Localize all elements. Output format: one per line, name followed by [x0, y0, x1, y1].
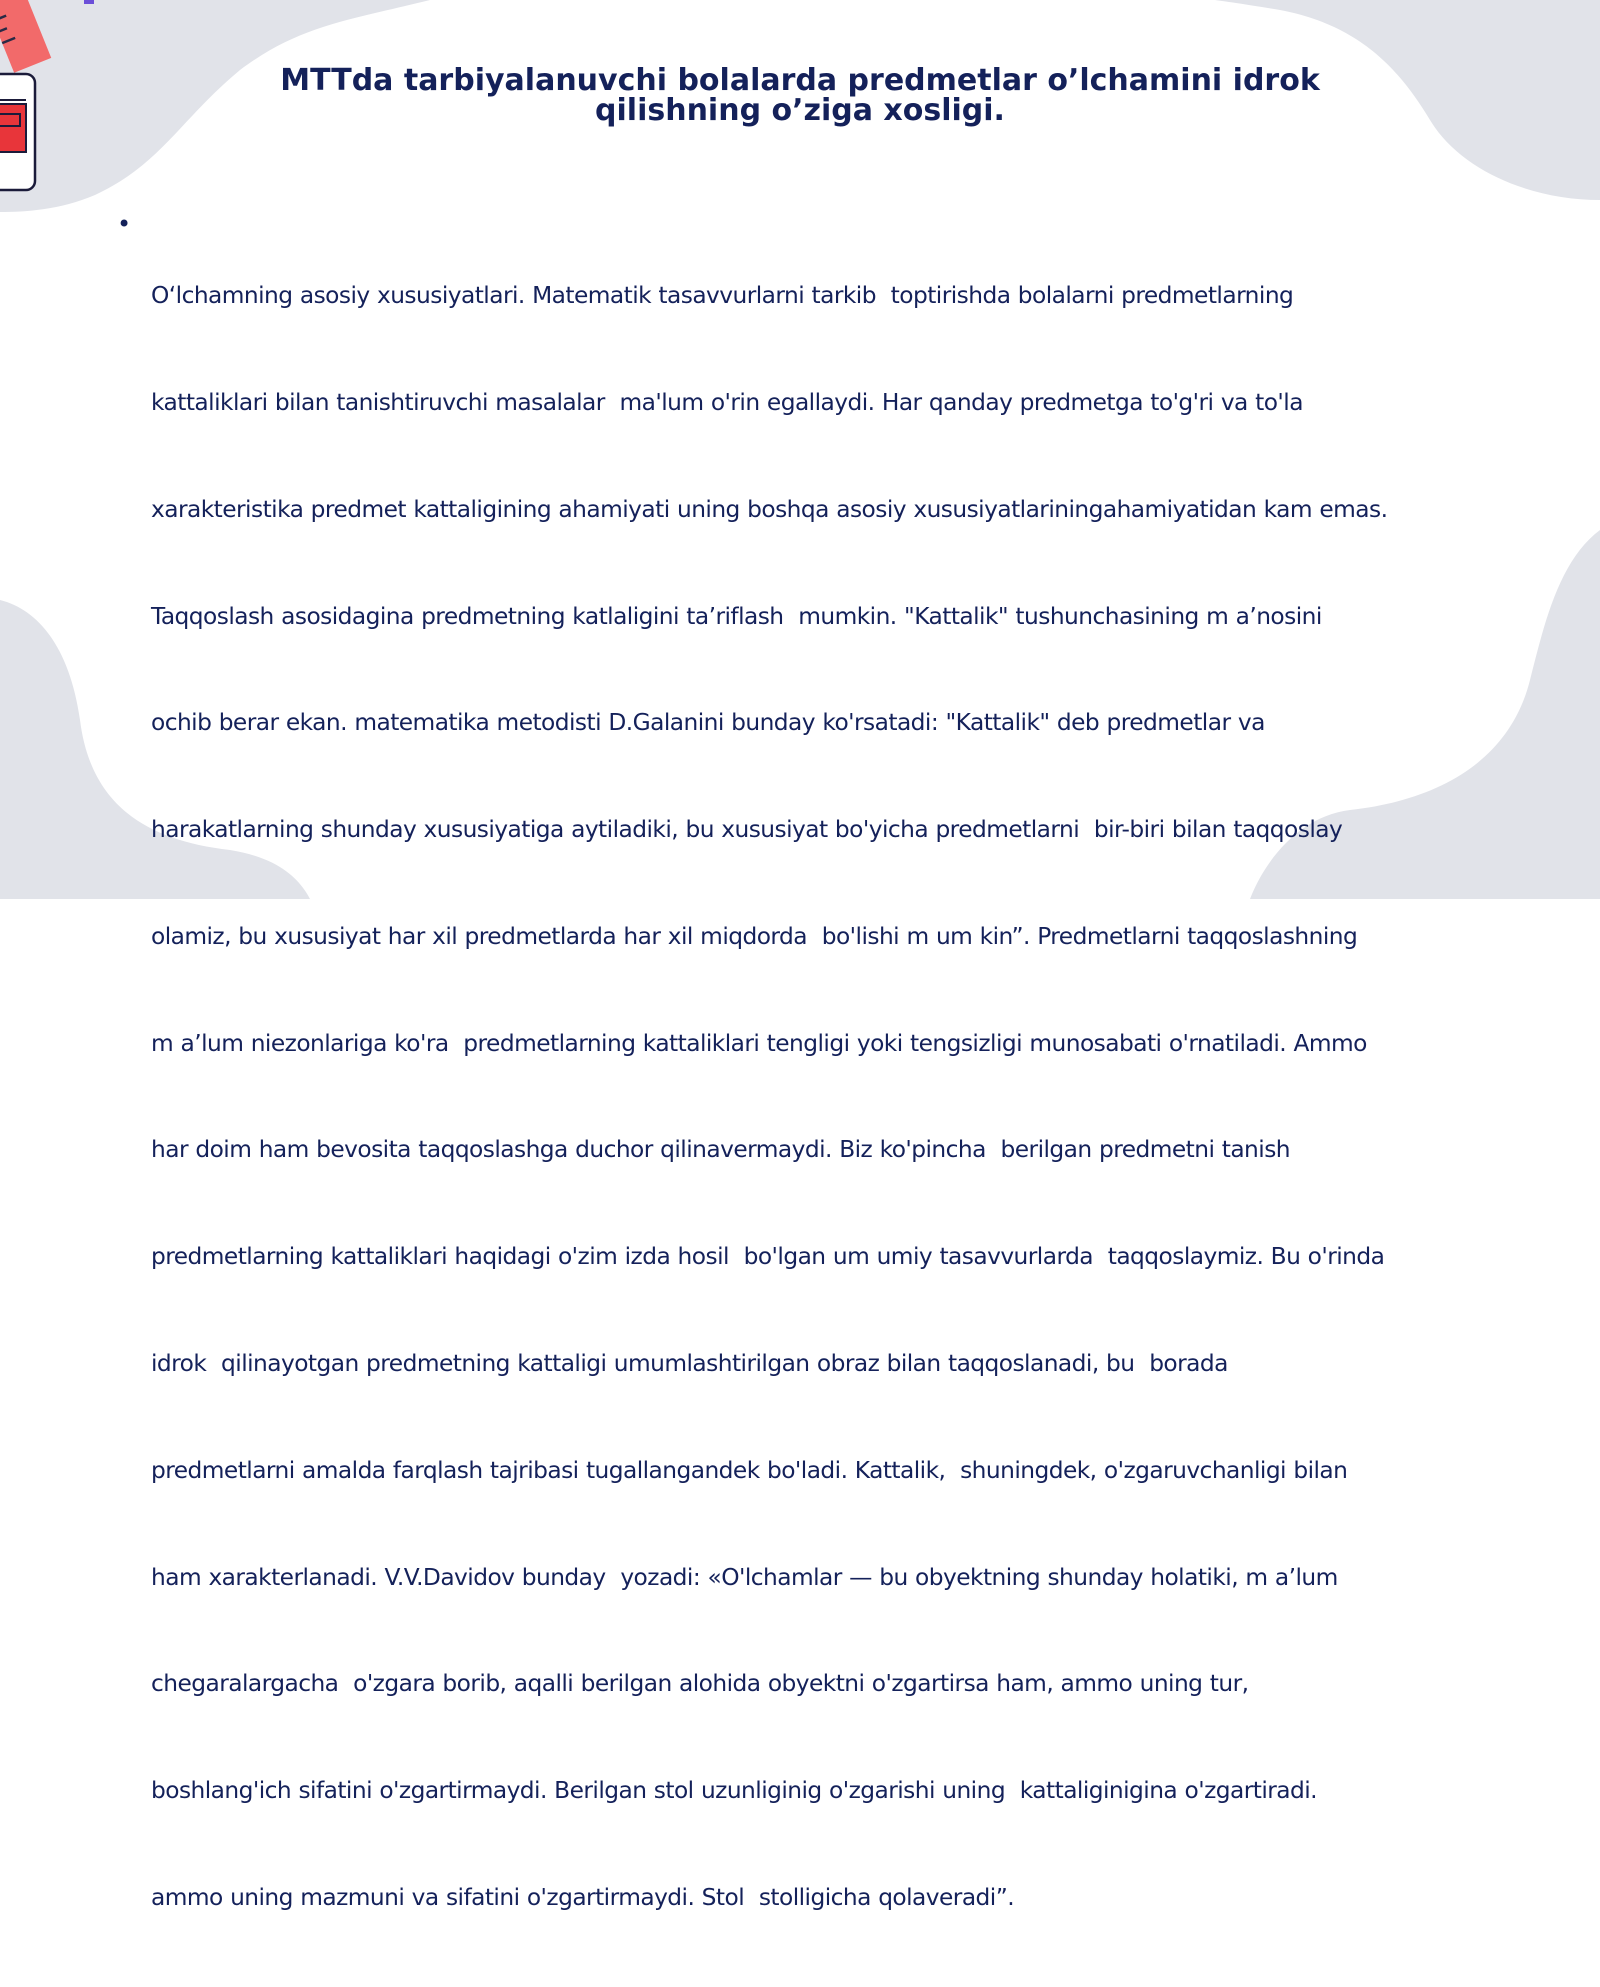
paragraph-line: predmetlarning kattaliklari haqidagi o'zim izda hosil bo'lgan um umiy tasavvurlarda taqqoslaymiz. Bu o'rinda — [151, 1243, 1385, 1271]
paragraph-line: boshlang'ich sifatini o'zgartirmaydi. Berilgan stol uzunliginig o'zgarishi uning kattaliginigina o'zgartiradi. — [151, 1777, 1318, 1805]
paragraph-line: ochib berar ekan. matematika metodisti D.Galanini bunday ko'rsatadi: "Kattalik" deb predmetlar va — [151, 709, 1265, 737]
accent-mark — [84, 0, 94, 4]
paragraph-line: ham xarakterlanadi. V.V.Davidov bunday yozadi: «O'lchamlar — bu obyektning shunday holatiki, m a’lum — [151, 1563, 1338, 1591]
paragraph-line: olamiz, bu xususiyat har xil predmetlarda har xil miqdorda bo'lishi m um kin”. Predmetlarni taqqoslashning — [151, 922, 1358, 950]
paragraph-line: Oʻlchamning asosiy xususiyatlari. Matematik tasavvurlarni tarkib toptirishda bolalarni predmetlarning — [151, 282, 1294, 310]
paragraph-line: kattaliklari bilan tanishtiruvchi masalalar ma'lum o'rin egallaydi. Har qanday predmetga to'g'ri va to'la — [151, 388, 1303, 416]
content-body — [117, 207, 1482, 1987]
paragraph-line: har doim ham bevosita taqqoslashga duchor qilinavermaydi. Biz ko'pincha berilgan predmetni tanish — [151, 1136, 1291, 1164]
bullet-item — [117, 207, 1482, 1987]
bullet-paragraph — [151, 207, 1387, 1987]
paragraph-line: harakatlarning shunday xususiyatiga aytiladiki, bu xususiyat bo'yicha predmetlarni bir-biri bilan taqqoslay — [151, 816, 1343, 844]
paragraph-line: ammo uning mazmuni va sifatini o'zgartirmaydi. Stol stolligicha qolaveradi”. — [151, 1883, 1015, 1911]
paragraph-line: idrok qilinayotgan predmetning kattaligi umumlashtirilgan obraz bilan taqqoslanadi, bu borada — [151, 1350, 1228, 1377]
paragraph-line: xarakteristika predmet kattaligining ahamiyati uning boshqa asosiy xususiyatlariningahamiyatidan kam emas. — [151, 495, 1388, 523]
book-icon — [0, 74, 35, 190]
slide-title: MTTda tarbiyalanuvchi bolalarda predmetlar o’lchamini idrok qilishning o’ziga xosligi. — [280, 63, 1320, 128]
bullet-marker: • — [117, 210, 132, 238]
paragraph-line: Taqqoslash asosidagina predmetning katlaligini ta’riflash mumkin. "Kattalik" tushunchasining m a’nosini — [151, 602, 1322, 630]
paragraph-line: m a’lum niezonlariga ko'ra predmetlarning kattaliklari tengligi yoki tengsizligi munosabati o'rnatiladi. Ammo — [151, 1029, 1367, 1057]
paragraph-line: predmetlarni amalda farqlash tajribasi tugallangandek bo'ladi. Kattalik, shuningdek, o'zgaruvchanligi bilan — [151, 1456, 1348, 1484]
paragraph-line: chegaralargacha o'zgara borib, aqalli berilgan alohida obyektni o'zgartirsa ham, ammo uning tur, — [151, 1670, 1249, 1698]
